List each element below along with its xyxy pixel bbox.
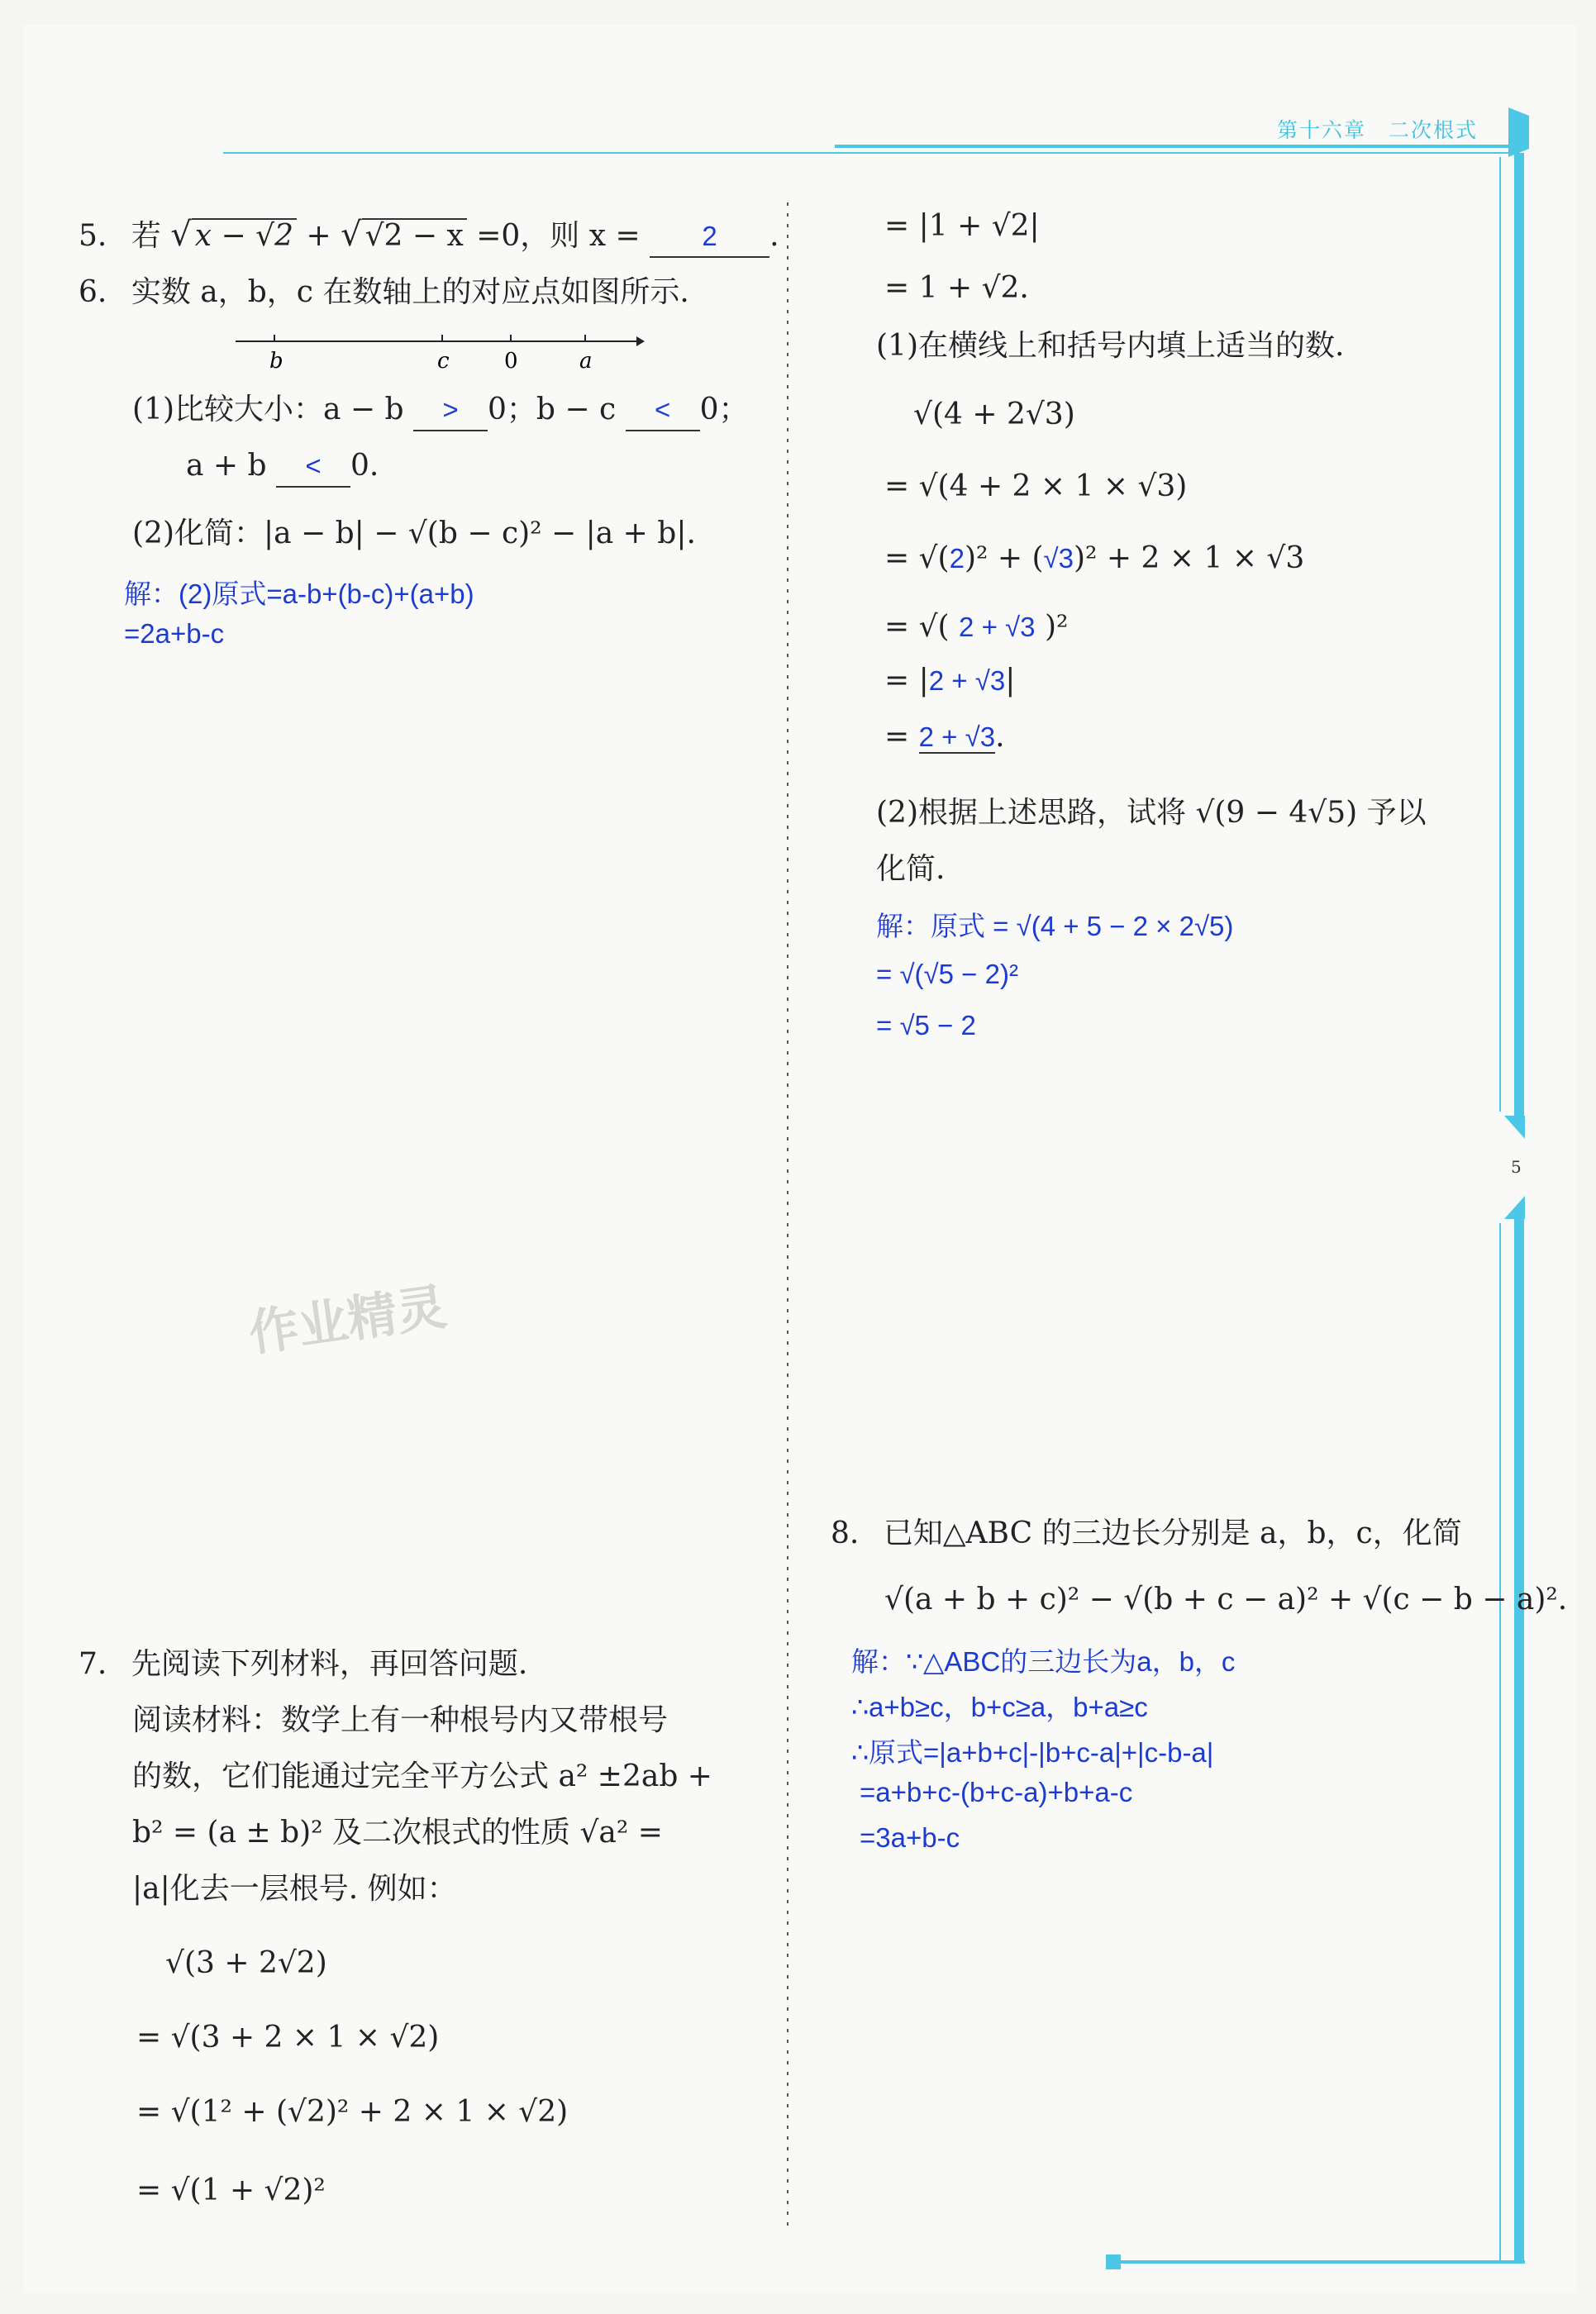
q7-fill-4a: = √( — [884, 610, 950, 644]
q7-fill-3 — [884, 539, 1304, 578]
q7-fill-2: = √(4 + 2 × 1 × √3) — [884, 469, 1188, 503]
q7-answer-2plus-sqrt3-b: 2 + √3 — [928, 665, 1006, 696]
q7-part2-a: (2)根据上述思路，试将 √(9 − 4√5) 予以 — [876, 796, 1427, 830]
q6-answer-1: > — [413, 390, 488, 431]
q7-part1: (1)在横线上和括号内填上适当的数. — [876, 329, 1345, 363]
q7-answer-2: 2 — [949, 543, 965, 574]
page-number: 5 — [1511, 1157, 1522, 1177]
q7-fill-5c: | — [1005, 664, 1016, 698]
q7-answer-2plus-sqrt3-c: 2 + √3 — [918, 721, 996, 752]
q6-p1-tail: 0； — [699, 393, 749, 426]
q5-end: . — [769, 219, 779, 253]
q6-answer-2: < — [626, 390, 700, 431]
q7-fill-3e: )² + 2 × 1 × √3 — [1074, 541, 1305, 575]
q7-fill-1: √(4 + 2√3) — [913, 398, 1075, 431]
q7-fill-6c: . — [995, 720, 1005, 754]
chapter-title: 第十六章 二次根式 — [1277, 118, 1479, 142]
q6-p1b-tail: 0. — [350, 449, 379, 483]
q7-cont-1: = |1 + √2| — [884, 209, 1040, 243]
q5-post: =0，则 x = — [476, 219, 641, 253]
q5-plus: + — [306, 219, 331, 253]
q7-solution-3: = √5 − 2 — [876, 1010, 976, 1040]
q7-fill-5a: = | — [884, 664, 929, 698]
q6-p1-mid: 0；b − c — [488, 393, 617, 426]
q8-solution-1: 解：∵△ABC的三边长为a，b，c — [851, 1646, 1236, 1677]
q6-p1b: a + b — [186, 449, 267, 483]
q7-fill-4 — [884, 607, 1068, 647]
q5-line: 5. 若 √ x − √2 + √ √2 − x =0，则 x = 2 . — [79, 215, 779, 258]
q6-solution-1: 解：(2)原式=a-b+(b-c)+(a+b) — [124, 578, 474, 609]
q5-number: 5. — [79, 219, 107, 253]
q7-fill-3a: = √( — [884, 541, 950, 575]
q7-example-2: = √(3 + 2 × 1 × √2) — [136, 2021, 440, 2055]
watermark: 作业精灵 — [245, 1278, 450, 1362]
q7-example-1: √(3 + 2√2) — [165, 1946, 327, 1980]
q6-stem: 实数 a，b，c 在数轴上的对应点如图所示. — [131, 275, 689, 309]
q7-material-4: |a|化去一层根号. 例如： — [132, 1872, 457, 1906]
q6-part2: (2)化简：|a − b| − √(b − c)² − |a + b|. — [132, 517, 696, 550]
q6-number: 6. — [79, 275, 107, 309]
q8-stem-line — [831, 1514, 1462, 1554]
q7-solution-1: 解：原式 = √(4 + 5 − 2 × 2√5) — [876, 911, 1234, 941]
q5-expr2: √2 − x — [362, 218, 467, 253]
q7-stem-line — [79, 1645, 527, 1684]
q7-stem: 先阅读下列材料，再回答问题. — [131, 1647, 528, 1681]
q8-expression: √(a + b + c)² − √(b + c − a)² + √(c − b − a)². — [884, 1583, 1568, 1616]
q8-solution-2: ∴a+b≥c，b+c≥a，b+a≥c — [851, 1692, 1148, 1722]
axis-label-b: b — [269, 349, 283, 374]
q7-material-2: 的数，它们能通过完全平方公式 a² ±2ab + — [132, 1759, 712, 1793]
q7-number: 7. — [79, 1647, 107, 1681]
q7-solution-2: = √(√5 − 2)² — [876, 959, 1018, 989]
q7-example-3: = √(1² + (√2)² + 2 × 1 × √2) — [136, 2095, 569, 2129]
axis-label-0: 0 — [504, 349, 518, 374]
q7-fill-4c: )² — [1044, 610, 1069, 644]
q6-p1-lead: (1)比较大小：a − b — [132, 393, 404, 426]
q6-part1-line — [132, 390, 749, 431]
q5-answer: 2 — [650, 217, 769, 258]
q7-example-4: = √(1 + √2)² — [136, 2174, 326, 2207]
q6-stem-line — [79, 273, 689, 312]
q7-fill-6 — [884, 717, 1005, 757]
q7-part2-b: 化简. — [876, 852, 946, 886]
q8-solution-4: =a+b+c-(b+c-a)+b+a-c — [860, 1777, 1133, 1807]
q6-part1b-line — [186, 446, 379, 488]
q7-material-1: 阅读材料：数学上有一种根号内又带根号 — [132, 1703, 669, 1737]
q7-material-3: b² = (a ± b)² 及二次根式的性质 √a² = — [132, 1816, 663, 1850]
number-line — [231, 326, 645, 376]
axis-label-c: c — [437, 349, 450, 374]
axis-label-a: a — [579, 349, 593, 374]
q7-answer-2plus-sqrt3-a: 2 + √3 — [959, 612, 1036, 642]
q6-solution-2: =2a+b-c — [124, 618, 225, 649]
q7-fill-5 — [884, 661, 1015, 701]
q8-number: 8. — [831, 1516, 860, 1550]
q6-answer-3: < — [276, 446, 350, 488]
q7-cont-2: = 1 + √2. — [884, 271, 1029, 305]
q5-pre: 若 — [131, 219, 161, 253]
q7-fill-3c: )² + ( — [964, 541, 1044, 575]
q8-solution-3: ∴原式=|a+b+c|-|b+c-a|+|c-b-a| — [851, 1737, 1214, 1768]
q5-expr1: x − √2 — [192, 218, 297, 253]
q7-answer-sqrt3: √3 — [1043, 543, 1074, 574]
q8-solution-5: =3a+b-c — [860, 1822, 960, 1853]
q7-fill-6a: = — [884, 720, 910, 754]
q8-stem: 已知△ABC 的三边长分别是 a，b，c，化简 — [883, 1516, 1462, 1550]
